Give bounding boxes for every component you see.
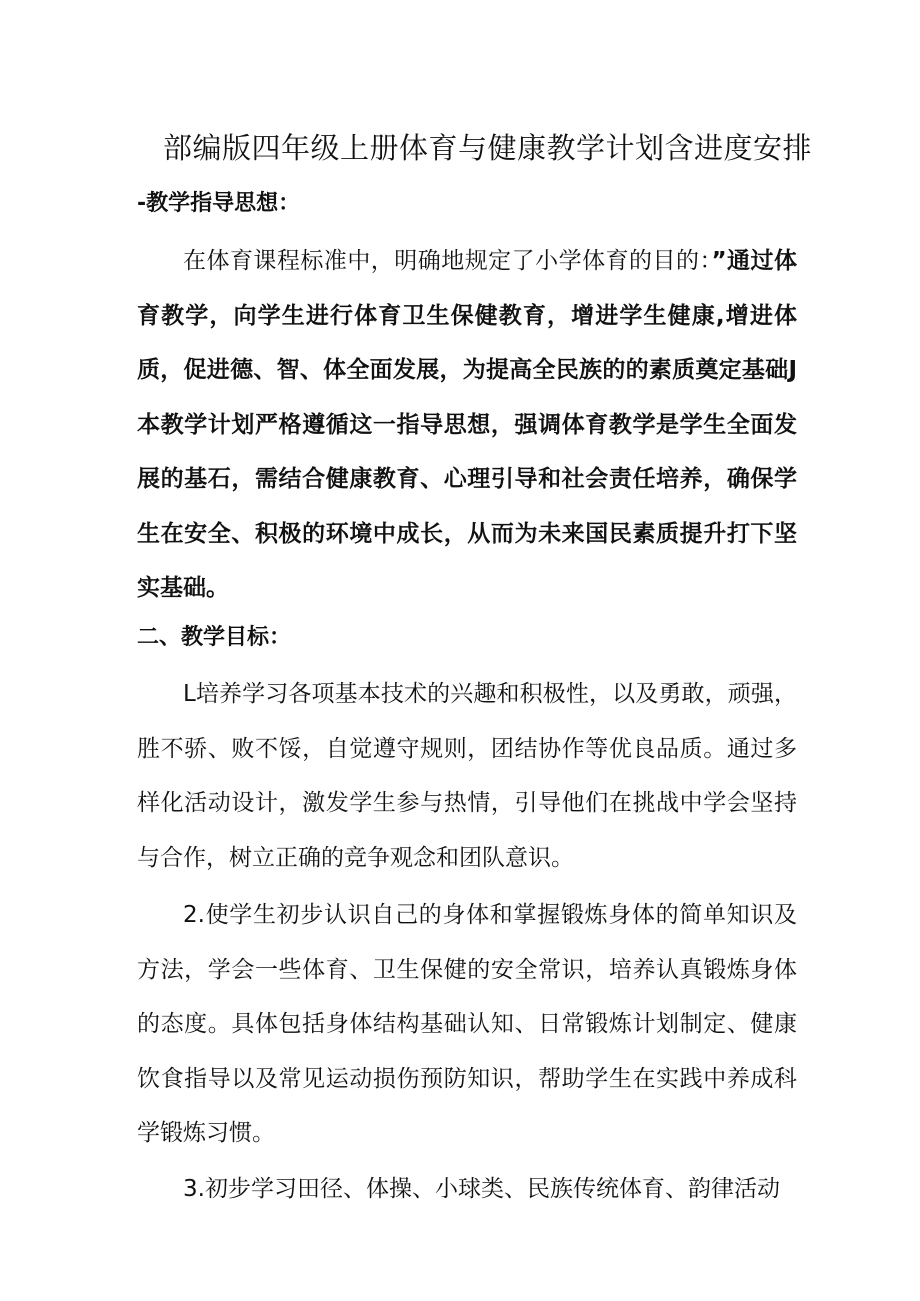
paragraph-guiding-thought-plain: 在体育课程标准中，明确地规定了小学体育的目的：	[183, 248, 712, 274]
paragraph-guiding-thought	[137, 234, 797, 616]
section-heading-teaching-goals: 二、教学目标：	[137, 625, 292, 650]
document-title: 部编版四年级上册体育与健康教学计划含进度安排	[163, 131, 813, 165]
paragraph-goal-1: L培养学习各项基本技术的兴趣和积极性，以及勇敢，顽强，胜不骄、败不馁，自觉遵守规则，团结协作等优良品质。通过多样化活动设计，激发学生参与热情，引导他们在挑战中学会坚持与合作，树立正确的竞争观念和团队意识。	[137, 681, 797, 871]
section-heading-guiding-thought: -教学指导思想：	[137, 191, 301, 216]
paragraph-goal-2: 2.使学生初步认识自己的身体和掌握锻炼身体的简单知识及方法，学会一些体育、卫生保健的安全常识，培养认真锻炼身体的态度。具体包括身体结构基础认知、日常锻炼计划制定、健康饮食指导以及常见运动损伤预防知识，帮助学生在实践中养成科学锻炼习惯。	[137, 902, 797, 1146]
paragraph-guiding-thought-bold: ”通过体育教学，向学生进行体育卫生保健教育，增进学生健康,增进体质，促进德、智、体全面发展，为提高全民族的的素质奠定基础J本教学计划严格遵循这一指导思想，强调体育教学是学生全面发展的基石，需结合健康教育、心理引导和社会责任培养，确保学生在安全、积极的环境中成长，从而为未来国民素质提升打下坚实基础。	[137, 248, 797, 601]
paragraph-goal-3: 3.初步学习田径、体操、小球类、民族传统体育、韵律活动	[183, 1176, 780, 1202]
